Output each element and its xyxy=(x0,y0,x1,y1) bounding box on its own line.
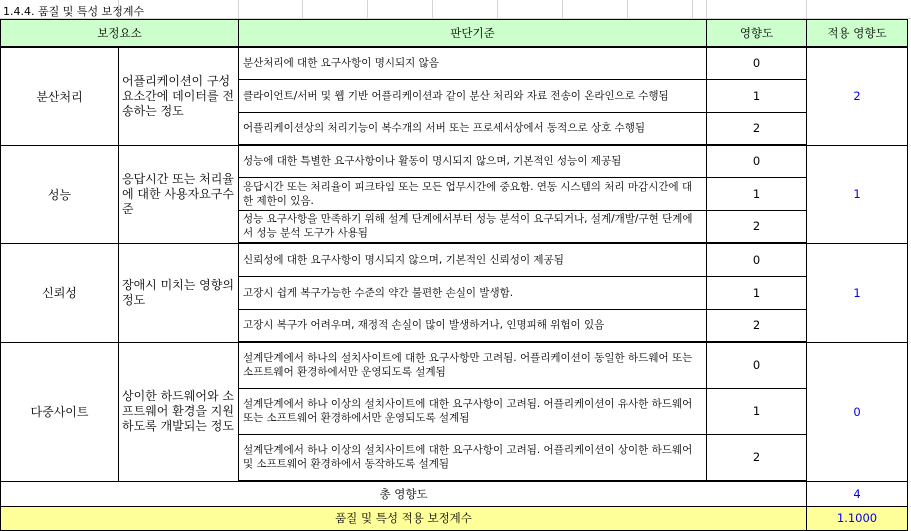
header-row xyxy=(1,20,908,48)
final-row xyxy=(1,506,908,530)
criterion-cell: 설계단계에서 하나의 설치사이트에 대한 요구사항만 고려됨. 어플리케이션이 동일한 하드웨어 또는 소프트웨어 환경하에서만 운영되도록 설계됨 xyxy=(239,342,707,388)
score-cell: 1 xyxy=(707,388,807,434)
score-cell: 2 xyxy=(707,309,807,342)
final-label: 품질 및 특성 적용 보정계수 xyxy=(1,506,807,530)
table-row xyxy=(1,342,908,388)
factor-name: 성능 xyxy=(1,145,119,243)
criterion-cell: 어플리케이션상의 처리기능이 복수개의 서버 또는 프로세서상에서 동적으로 상호 수행됨 xyxy=(239,112,707,145)
criterion-cell: 설계단계에서 하나 이상의 설치사이트에 대한 요구사항이 고려됨. 어플리케이션이 유사한 하드웨어 또는 소프트웨어 환경하에서만 운영되도록 설계됨 xyxy=(239,388,707,434)
score-cell: 2 xyxy=(707,112,807,145)
score-cell: 0 xyxy=(707,145,807,177)
criterion-cell: 분산처리에 대한 요구사항이 명시되지 않음 xyxy=(239,47,707,79)
applied-score: 1 xyxy=(807,145,908,243)
score-cell: 0 xyxy=(707,342,807,388)
criterion-cell: 성능에 대한 특별한 요구사항이나 활동이 명시되지 않으며, 기본적인 성능이 제공됨 xyxy=(239,145,707,177)
title-row xyxy=(0,0,911,19)
criterion-cell: 신뢰성에 대한 요구사항이 명시되지 않으며, 기본적인 신뢰성이 제공됨 xyxy=(239,243,707,276)
factor-name: 분산처리 xyxy=(1,47,119,145)
factor-description: 응답시간 또는 처리율에 대한 사용자요구수준 xyxy=(119,145,239,243)
score-cell: 0 xyxy=(707,243,807,276)
header-applied: 적용 영향도 xyxy=(807,20,908,48)
score-cell: 2 xyxy=(707,210,807,243)
applied-score: 1 xyxy=(807,243,908,342)
table-row xyxy=(1,47,908,79)
score-cell: 1 xyxy=(707,276,807,309)
criterion-cell: 클라이언트/서버 및 웹 기반 어플리케이션과 같이 분산 처리와 자료 전송이 온라인으로 수행됨 xyxy=(239,79,707,112)
score-cell: 2 xyxy=(707,434,807,481)
criterion-cell: 응답시간 또는 처리율이 피크타임 또는 모든 업무시간에 중요함. 연동 시스템의 처리 마감시간에 대한 제한이 있음. xyxy=(239,177,707,210)
factor-name: 다중사이트 xyxy=(1,342,119,481)
table-row xyxy=(1,145,908,177)
score-cell: 1 xyxy=(707,177,807,210)
factor-description: 어플리케이션이 구성요소간에 데이터를 전송하는 정도 xyxy=(119,47,239,145)
header-factor: 보정요소 xyxy=(1,20,239,48)
header-criteria: 판단기준 xyxy=(239,20,707,48)
criterion-cell: 고장시 쉽게 복구가능한 수준의 약간 불편한 손실이 발생함. xyxy=(239,276,707,309)
section-title: 1.4.4. 품질 및 특성 보정계수 xyxy=(3,5,145,18)
table-row xyxy=(1,243,908,276)
total-row xyxy=(1,481,908,506)
score-cell: 1 xyxy=(707,79,807,112)
correction-factor-table xyxy=(0,19,908,531)
factor-name: 신뢰성 xyxy=(1,243,119,342)
header-influence: 영향도 xyxy=(707,20,807,48)
factor-description: 상이한 하드웨어와 소프트웨어 환경을 지원하도록 개발되는 정도 xyxy=(119,342,239,481)
criterion-cell: 고장시 복구가 어려우며, 재정적 손실이 많이 발생하거나, 인명피해 위험이 있음 xyxy=(239,309,707,342)
criterion-cell: 성능 요구사항을 만족하기 위해 설계 단계에서부터 성능 분석이 요구되거나, 설계/개발/구현 단계에서 성능 분석 도구가 사용됨 xyxy=(239,210,707,243)
total-value: 4 xyxy=(807,481,908,506)
final-value: 1.1000 xyxy=(807,506,908,530)
applied-score: 0 xyxy=(807,342,908,481)
criterion-cell: 설계단계에서 하나 이상의 설치사이트에 대한 요구사항이 고려됨. 어플리케이션이 상이한 하드웨어 및 소프트웨어 환경하에서 동작하도록 설계됨 xyxy=(239,434,707,481)
total-label: 총 영향도 xyxy=(1,481,807,506)
applied-score: 2 xyxy=(807,47,908,145)
score-cell: 0 xyxy=(707,47,807,79)
factor-description: 장애시 미치는 영향의 정도 xyxy=(119,243,239,342)
